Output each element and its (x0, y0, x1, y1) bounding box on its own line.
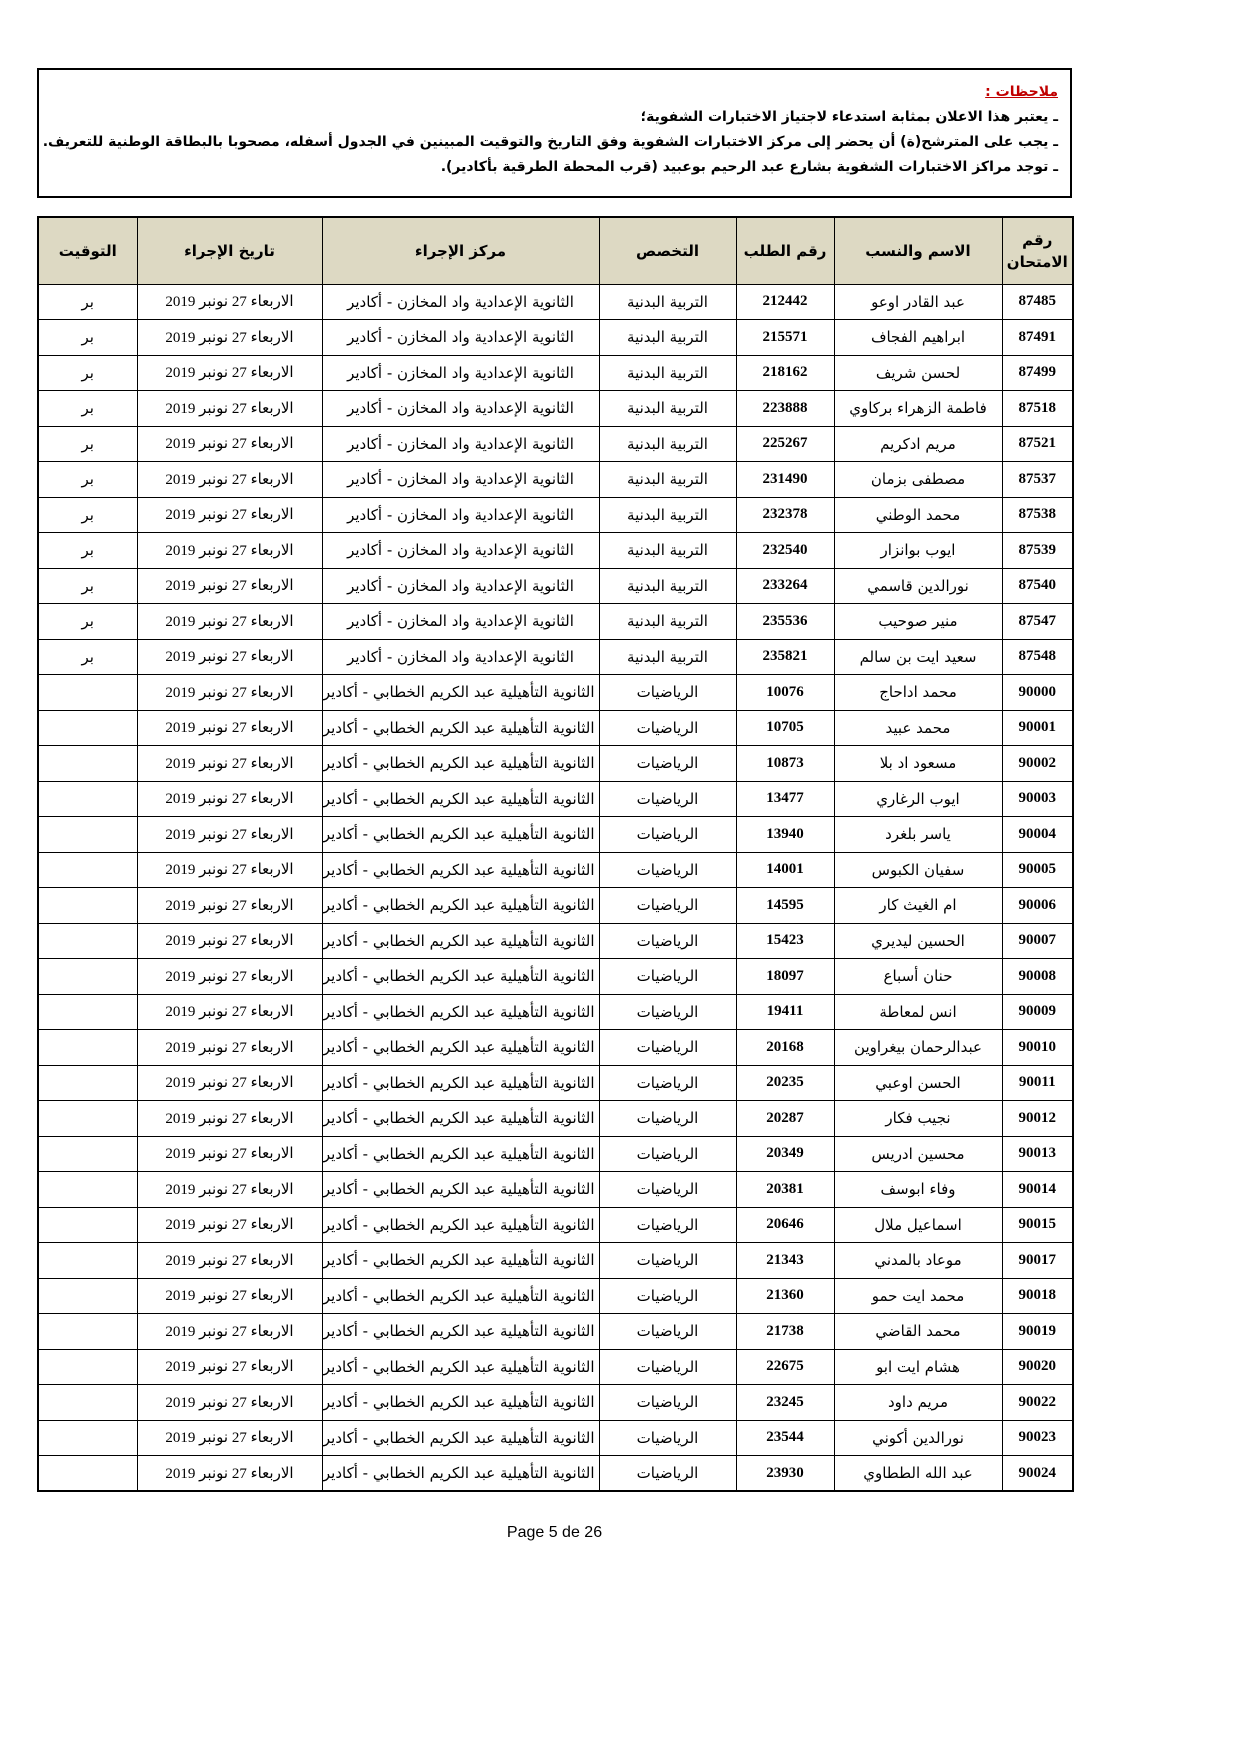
exam-number-cell: 90000 (1002, 675, 1073, 711)
candidate-name-cell: ياسر بلغرد (834, 817, 1002, 853)
table-row (38, 1065, 1073, 1101)
exam-center-cell: الثانوية الإعدادية واد المخازن - أكادير (322, 426, 599, 462)
table-row (38, 1456, 1073, 1492)
note-item: ـ يعتبر هذا الاعلان بمثابة استدعاء لاجتياز الاختبارات الشفوية؛ (640, 109, 1058, 125)
specialty-cell: الرياضيات (599, 888, 736, 924)
table-row (38, 959, 1073, 995)
exam-time-cell (38, 1101, 137, 1137)
request-number-cell: 218162 (736, 355, 834, 391)
request-number-cell: 223888 (736, 391, 834, 427)
exam-center-cell: الثانوية الإعدادية واد المخازن - أكادير (322, 284, 599, 320)
exam-center-cell: الثانوية الإعدادية واد المخازن - أكادير (322, 533, 599, 569)
table-row (38, 639, 1073, 675)
exam-date-cell: الاربعاء 27 نونبر 2019 (137, 355, 322, 391)
candidate-name-cell: ايوب بوانزار (834, 533, 1002, 569)
notes-heading-line (51, 80, 1058, 105)
exam-number-cell: 90005 (1002, 852, 1073, 888)
table-row (38, 533, 1073, 569)
table-row (38, 497, 1073, 533)
specialty-cell: الرياضيات (599, 852, 736, 888)
exam-number-cell: 90011 (1002, 1065, 1073, 1101)
request-number-cell: 15423 (736, 923, 834, 959)
table-row (38, 994, 1073, 1030)
exam-time-cell (38, 1065, 137, 1101)
table-row (38, 1420, 1073, 1456)
request-number-cell: 22675 (736, 1349, 834, 1385)
table-row (38, 746, 1073, 782)
exam-date-cell: الاربعاء 27 نونبر 2019 (137, 1314, 322, 1350)
exam-center-cell: الثانوية التأهيلية عبد الكريم الخطابي - أكادير (322, 817, 599, 853)
note-item: ـ توجد مراكز الاختبارات الشفوية بشارع عبد الرحيم بوعبيد (قرب المحطة الطرقية بأكادير). (440, 159, 1058, 175)
candidate-name-cell: الحسن اوعبي (834, 1065, 1002, 1101)
exam-center-cell: الثانوية التأهيلية عبد الكريم الخطابي - أكادير (322, 781, 599, 817)
specialty-cell: التربية البدنية (599, 604, 736, 640)
exam-date-cell: الاربعاء 27 نونبر 2019 (137, 994, 322, 1030)
exam-number-cell: 87499 (1002, 355, 1073, 391)
exam-date-cell: الاربعاء 27 نونبر 2019 (137, 1278, 322, 1314)
exam-time-cell: بر (38, 497, 137, 533)
candidates-table (37, 216, 1074, 1492)
request-number-cell: 10705 (736, 710, 834, 746)
exam-time-cell: بر (38, 320, 137, 356)
specialty-cell: الرياضيات (599, 1030, 736, 1066)
exam-center-cell: الثانوية الإعدادية واد المخازن - أكادير (322, 391, 599, 427)
exam-center-cell: الثانوية التأهيلية عبد الكريم الخطابي - أكادير (322, 1101, 599, 1137)
exam-number-cell: 87485 (1002, 284, 1073, 320)
exam-center-cell: الثانوية الإعدادية واد المخازن - أكادير (322, 320, 599, 356)
specialty-cell: الرياضيات (599, 959, 736, 995)
exam-time-cell: بر (38, 462, 137, 498)
table-row (38, 1243, 1073, 1279)
table-row (38, 1172, 1073, 1208)
specialty-cell: التربية البدنية (599, 533, 736, 569)
candidate-name-cell: اسماعيل ملال (834, 1207, 1002, 1243)
column-header-exam-center: مركز الإجراء (322, 217, 599, 284)
specialty-cell: الرياضيات (599, 1349, 736, 1385)
specialty-cell: الرياضيات (599, 1207, 736, 1243)
exam-time-cell (38, 1243, 137, 1279)
exam-number-cell: 87547 (1002, 604, 1073, 640)
exam-number-cell: 87538 (1002, 497, 1073, 533)
specialty-cell: التربية البدنية (599, 568, 736, 604)
exam-number-cell: 87518 (1002, 391, 1073, 427)
specialty-cell: الرياضيات (599, 1136, 736, 1172)
exam-date-cell: الاربعاء 27 نونبر 2019 (137, 710, 322, 746)
exam-date-cell: الاربعاء 27 نونبر 2019 (137, 888, 322, 924)
exam-date-cell: الاربعاء 27 نونبر 2019 (137, 462, 322, 498)
exam-time-cell: بر (38, 355, 137, 391)
table-row (38, 426, 1073, 462)
exam-time-cell (38, 1456, 137, 1492)
table-row (38, 1101, 1073, 1137)
candidate-name-cell: مريم داود (834, 1385, 1002, 1421)
exam-time-cell (38, 1420, 137, 1456)
exam-center-cell: الثانوية التأهيلية عبد الكريم الخطابي - أكادير (322, 1420, 599, 1456)
exam-center-cell: الثانوية التأهيلية عبد الكريم الخطابي - أكادير (322, 1456, 599, 1492)
specialty-cell: التربية البدنية (599, 426, 736, 462)
exam-number-cell: 90017 (1002, 1243, 1073, 1279)
table-row (38, 1385, 1073, 1421)
request-number-cell: 20287 (736, 1101, 834, 1137)
exam-time-cell (38, 817, 137, 853)
candidate-name-cell: الحسين ليديري (834, 923, 1002, 959)
specialty-cell: التربية البدنية (599, 497, 736, 533)
exam-number-cell: 90003 (1002, 781, 1073, 817)
candidate-name-cell: محمد اداحاج (834, 675, 1002, 711)
request-number-cell: 10076 (736, 675, 834, 711)
exam-center-cell: الثانوية التأهيلية عبد الكريم الخطابي - أكادير (322, 746, 599, 782)
specialty-cell: الرياضيات (599, 1314, 736, 1350)
specialty-cell: الرياضيات (599, 1385, 736, 1421)
request-number-cell: 13477 (736, 781, 834, 817)
candidate-name-cell: مصطفى بزمان (834, 462, 1002, 498)
specialty-cell: التربية البدنية (599, 355, 736, 391)
exam-date-cell: الاربعاء 27 نونبر 2019 (137, 852, 322, 888)
exam-number-cell: 90020 (1002, 1349, 1073, 1385)
exam-date-cell: الاربعاء 27 نونبر 2019 (137, 1207, 322, 1243)
table-row (38, 1030, 1073, 1066)
exam-time-cell: بر (38, 604, 137, 640)
exam-time-cell (38, 1278, 137, 1314)
candidate-name-cell: عبد الله الططاوي (834, 1456, 1002, 1492)
request-number-cell: 23544 (736, 1420, 834, 1456)
exam-number-cell: 87537 (1002, 462, 1073, 498)
exam-number-cell: 87539 (1002, 533, 1073, 569)
exam-date-cell: الاربعاء 27 نونبر 2019 (137, 1385, 322, 1421)
exam-center-cell: الثانوية التأهيلية عبد الكريم الخطابي - أكادير (322, 994, 599, 1030)
exam-number-cell: 90009 (1002, 994, 1073, 1030)
exam-time-cell: بر (38, 391, 137, 427)
specialty-cell: الرياضيات (599, 1278, 736, 1314)
exam-date-cell: الاربعاء 27 نونبر 2019 (137, 781, 322, 817)
candidate-name-cell: محمد ايت حمو (834, 1278, 1002, 1314)
request-number-cell: 20235 (736, 1065, 834, 1101)
specialty-cell: الرياضيات (599, 710, 736, 746)
exam-date-cell: الاربعاء 27 نونبر 2019 (137, 284, 322, 320)
page-number: Page 5 de 26 (506, 1524, 603, 1541)
notes-heading: ملاحظات : (985, 84, 1058, 100)
candidate-name-cell: ام الغيث كار (834, 888, 1002, 924)
candidate-name-cell: نورالدين أكوني (834, 1420, 1002, 1456)
specialty-cell: التربية البدنية (599, 320, 736, 356)
exam-center-cell: الثانوية التأهيلية عبد الكريم الخطابي - أكادير (322, 923, 599, 959)
table-row (38, 355, 1073, 391)
exam-center-cell: الثانوية التأهيلية عبد الكريم الخطابي - أكادير (322, 1314, 599, 1350)
exam-number-cell: 87491 (1002, 320, 1073, 356)
specialty-cell: الرياضيات (599, 1420, 736, 1456)
header-row (38, 217, 1073, 284)
candidate-name-cell: ابراهيم الفجاف (834, 320, 1002, 356)
exam-number-cell: 87521 (1002, 426, 1073, 462)
column-header-exam-time: التوقيت (38, 217, 137, 284)
exam-date-cell: الاربعاء 27 نونبر 2019 (137, 320, 322, 356)
exam-number-cell: 90010 (1002, 1030, 1073, 1066)
exam-center-cell: الثانوية التأهيلية عبد الكريم الخطابي - أكادير (322, 1207, 599, 1243)
column-header-exam-date: تاريخ الإجراء (137, 217, 322, 284)
exam-time-cell (38, 888, 137, 924)
exam-time-cell (38, 1136, 137, 1172)
request-number-cell: 232540 (736, 533, 834, 569)
table-row (38, 391, 1073, 427)
request-number-cell: 21738 (736, 1314, 834, 1350)
request-number-cell: 21360 (736, 1278, 834, 1314)
exam-number-cell: 90013 (1002, 1136, 1073, 1172)
table-row (38, 888, 1073, 924)
request-number-cell: 18097 (736, 959, 834, 995)
candidate-name-cell: حنان أسباع (834, 959, 1002, 995)
exam-center-cell: الثانوية التأهيلية عبد الكريم الخطابي - أكادير (322, 1136, 599, 1172)
specialty-cell: الرياضيات (599, 994, 736, 1030)
request-number-cell: 212442 (736, 284, 834, 320)
table-row (38, 1136, 1073, 1172)
exam-time-cell (38, 1314, 137, 1350)
candidate-name-cell: سعيد ايت بن سالم (834, 639, 1002, 675)
specialty-cell: الرياضيات (599, 923, 736, 959)
specialty-cell: الرياضيات (599, 1456, 736, 1492)
exam-time-cell (38, 852, 137, 888)
table-row (38, 284, 1073, 320)
exam-number-cell: 90002 (1002, 746, 1073, 782)
request-number-cell: 20381 (736, 1172, 834, 1208)
candidate-name-cell: محمد القاضي (834, 1314, 1002, 1350)
exam-center-cell: الثانوية التأهيلية عبد الكريم الخطابي - أكادير (322, 710, 599, 746)
request-number-cell: 235536 (736, 604, 834, 640)
table-body (38, 284, 1073, 1491)
exam-date-cell: الاربعاء 27 نونبر 2019 (137, 391, 322, 427)
exam-date-cell: الاربعاء 27 نونبر 2019 (137, 497, 322, 533)
request-number-cell: 14595 (736, 888, 834, 924)
specialty-cell: الرياضيات (599, 746, 736, 782)
exam-date-cell: الاربعاء 27 نونبر 2019 (137, 959, 322, 995)
exam-time-cell (38, 1030, 137, 1066)
exam-center-cell: الثانوية التأهيلية عبد الكريم الخطابي - أكادير (322, 675, 599, 711)
candidate-name-cell: لحسن شريف (834, 355, 1002, 391)
exam-date-cell: الاربعاء 27 نونبر 2019 (137, 533, 322, 569)
exam-time-cell: بر (38, 568, 137, 604)
candidate-name-cell: محمد عبيد (834, 710, 1002, 746)
exam-time-cell (38, 781, 137, 817)
specialty-cell: الرياضيات (599, 1101, 736, 1137)
table-row (38, 923, 1073, 959)
exam-date-cell: الاربعاء 27 نونبر 2019 (137, 817, 322, 853)
exam-date-cell: الاربعاء 27 نونبر 2019 (137, 923, 322, 959)
request-number-cell: 20646 (736, 1207, 834, 1243)
exam-number-cell: 90008 (1002, 959, 1073, 995)
request-number-cell: 20168 (736, 1030, 834, 1066)
request-number-cell: 21343 (736, 1243, 834, 1279)
exam-date-cell: الاربعاء 27 نونبر 2019 (137, 568, 322, 604)
exam-time-cell (38, 710, 137, 746)
exam-number-cell: 90007 (1002, 923, 1073, 959)
exam-center-cell: الثانوية التأهيلية عبد الكريم الخطابي - أكادير (322, 1278, 599, 1314)
table-row (38, 320, 1073, 356)
table-row (38, 604, 1073, 640)
exam-number-cell: 87540 (1002, 568, 1073, 604)
exam-number-cell: 90024 (1002, 1456, 1073, 1492)
specialty-cell: الرياضيات (599, 1243, 736, 1279)
candidate-name-cell: هشام ايت ابو (834, 1349, 1002, 1385)
candidate-name-cell: نجيب فكار (834, 1101, 1002, 1137)
exam-time-cell (38, 1207, 137, 1243)
exam-center-cell: الثانوية التأهيلية عبد الكريم الخطابي - أكادير (322, 1172, 599, 1208)
table-row (38, 675, 1073, 711)
exam-center-cell: الثانوية التأهيلية عبد الكريم الخطابي - أكادير (322, 1065, 599, 1101)
exam-time-cell: بر (38, 533, 137, 569)
request-number-cell: 10873 (736, 746, 834, 782)
request-number-cell: 231490 (736, 462, 834, 498)
table-row (38, 817, 1073, 853)
exam-center-cell: الثانوية الإعدادية واد المخازن - أكادير (322, 462, 599, 498)
exam-date-cell: الاربعاء 27 نونبر 2019 (137, 426, 322, 462)
exam-time-cell (38, 675, 137, 711)
exam-time-cell (38, 994, 137, 1030)
exam-center-cell: الثانوية التأهيلية عبد الكريم الخطابي - أكادير (322, 1349, 599, 1385)
exam-number-cell: 90018 (1002, 1278, 1073, 1314)
exam-time-cell (38, 1172, 137, 1208)
exam-center-cell: الثانوية التأهيلية عبد الكريم الخطابي - أكادير (322, 1030, 599, 1066)
column-header-request-number: رقم الطلب (736, 217, 834, 284)
exam-time-cell: بر (38, 284, 137, 320)
specialty-cell: الرياضيات (599, 1172, 736, 1208)
specialty-cell: الرياضيات (599, 675, 736, 711)
exam-date-cell: الاربعاء 27 نونبر 2019 (137, 1101, 322, 1137)
exam-center-cell: الثانوية التأهيلية عبد الكريم الخطابي - أكادير (322, 1243, 599, 1279)
request-number-cell: 232378 (736, 497, 834, 533)
table-row (38, 1314, 1073, 1350)
specialty-cell: التربية البدنية (599, 391, 736, 427)
column-header-specialty: التخصص (599, 217, 736, 284)
candidate-name-cell: انس لمعاطة (834, 994, 1002, 1030)
table-row (38, 568, 1073, 604)
request-number-cell: 215571 (736, 320, 834, 356)
exam-date-cell: الاربعاء 27 نونبر 2019 (137, 1136, 322, 1172)
exam-date-cell: الاربعاء 27 نونبر 2019 (137, 639, 322, 675)
exam-time-cell (38, 1349, 137, 1385)
table-row (38, 852, 1073, 888)
request-number-cell: 13940 (736, 817, 834, 853)
candidate-name-cell: عبدالرحمان بيغراوين (834, 1030, 1002, 1066)
candidate-name-cell: ايوب الرغاري (834, 781, 1002, 817)
exam-date-cell: الاربعاء 27 نونبر 2019 (137, 1030, 322, 1066)
specialty-cell: التربية البدنية (599, 639, 736, 675)
candidate-name-cell: محمد الوطني (834, 497, 1002, 533)
exam-number-cell: 90014 (1002, 1172, 1073, 1208)
candidate-name-cell: محسين ادريس (834, 1136, 1002, 1172)
exam-number-cell: 90022 (1002, 1385, 1073, 1421)
exam-date-cell: الاربعاء 27 نونبر 2019 (137, 675, 322, 711)
specialty-cell: التربية البدنية (599, 284, 736, 320)
exam-date-cell: الاربعاء 27 نونبر 2019 (137, 1456, 322, 1492)
exam-date-cell: الاربعاء 27 نونبر 2019 (137, 1349, 322, 1385)
exam-center-cell: الثانوية التأهيلية عبد الكريم الخطابي - أكادير (322, 1385, 599, 1421)
table-row (38, 1207, 1073, 1243)
candidate-name-cell: نورالدين قاسمي (834, 568, 1002, 604)
request-number-cell: 19411 (736, 994, 834, 1030)
candidate-name-cell: سفيان الكبوس (834, 852, 1002, 888)
exam-center-cell: الثانوية التأهيلية عبد الكريم الخطابي - أكادير (322, 852, 599, 888)
request-number-cell: 23930 (736, 1456, 834, 1492)
exam-number-cell: 90019 (1002, 1314, 1073, 1350)
request-number-cell: 235821 (736, 639, 834, 675)
exam-date-cell: الاربعاء 27 نونبر 2019 (137, 1420, 322, 1456)
exam-center-cell: الثانوية الإعدادية واد المخازن - أكادير (322, 604, 599, 640)
exam-date-cell: الاربعاء 27 نونبر 2019 (137, 1172, 322, 1208)
table-header (38, 217, 1073, 284)
candidate-name-cell: منير صوحيب (834, 604, 1002, 640)
column-header-full-name: الاسم والنسب (834, 217, 1002, 284)
specialty-cell: الرياضيات (599, 1065, 736, 1101)
specialty-cell: الرياضيات (599, 817, 736, 853)
table-row (38, 1278, 1073, 1314)
column-header-exam-number: رقم الامتحان (1002, 217, 1073, 284)
table-row (38, 1349, 1073, 1385)
table-row (38, 781, 1073, 817)
exam-time-cell: بر (38, 426, 137, 462)
exam-time-cell (38, 923, 137, 959)
exam-date-cell: الاربعاء 27 نونبر 2019 (137, 1065, 322, 1101)
exam-time-cell: بر (38, 639, 137, 675)
exam-number-cell: 90012 (1002, 1101, 1073, 1137)
exam-number-cell: 90001 (1002, 710, 1073, 746)
specialty-cell: الرياضيات (599, 781, 736, 817)
candidate-name-cell: مريم ادكريم (834, 426, 1002, 462)
candidate-name-cell: فاطمة الزهراء بركاوي (834, 391, 1002, 427)
candidate-name-cell: مسعود اد بلا (834, 746, 1002, 782)
exam-time-cell (38, 746, 137, 782)
note-item: ـ يجب على المترشح(ة) أن يحضر إلى مركز الاختبارات الشفوية وفق التاريخ والتوقيت المبينين في الجدول أسفله، مصحوبا بالبطاقة الوطنية للتعريف. (42, 134, 1058, 150)
exam-date-cell: الاربعاء 27 نونبر 2019 (137, 746, 322, 782)
exam-date-cell: الاربعاء 27 نونبر 2019 (137, 1243, 322, 1279)
request-number-cell: 23245 (736, 1385, 834, 1421)
candidate-name-cell: موعاد بالمدني (834, 1243, 1002, 1279)
exam-center-cell: الثانوية الإعدادية واد المخازن - أكادير (322, 568, 599, 604)
exam-center-cell: الثانوية التأهيلية عبد الكريم الخطابي - أكادير (322, 888, 599, 924)
specialty-cell: التربية البدنية (599, 462, 736, 498)
table-row (38, 462, 1073, 498)
request-number-cell: 20349 (736, 1136, 834, 1172)
exam-time-cell (38, 1385, 137, 1421)
exam-number-cell: 90004 (1002, 817, 1073, 853)
candidate-name-cell: وفاء ابوسف (834, 1172, 1002, 1208)
exam-center-cell: الثانوية التأهيلية عبد الكريم الخطابي - أكادير (322, 959, 599, 995)
request-number-cell: 233264 (736, 568, 834, 604)
exam-number-cell: 90006 (1002, 888, 1073, 924)
candidate-name-cell: عبد القادر اوعو (834, 284, 1002, 320)
exam-number-cell: 90015 (1002, 1207, 1073, 1243)
exam-time-cell (38, 959, 137, 995)
exam-number-cell: 90023 (1002, 1420, 1073, 1456)
request-number-cell: 14001 (736, 852, 834, 888)
exam-center-cell: الثانوية الإعدادية واد المخازن - أكادير (322, 355, 599, 391)
request-number-cell: 225267 (736, 426, 834, 462)
table-row (38, 710, 1073, 746)
exam-date-cell: الاربعاء 27 نونبر 2019 (137, 604, 322, 640)
exam-number-cell: 87548 (1002, 639, 1073, 675)
exam-center-cell: الثانوية الإعدادية واد المخازن - أكادير (322, 497, 599, 533)
exam-center-cell: الثانوية الإعدادية واد المخازن - أكادير (322, 639, 599, 675)
notes-box (37, 68, 1072, 198)
